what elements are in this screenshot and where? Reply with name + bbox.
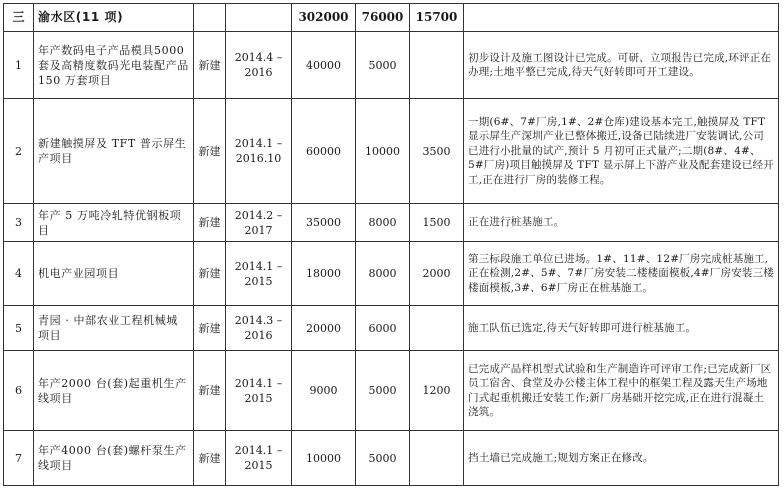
- project-name: 新建触摸屏及 TFT 普示屏生产项目: [34, 99, 194, 204]
- annual-investment: 6000: [356, 306, 410, 351]
- total-investment: 10000: [292, 431, 356, 486]
- total-investment: 60000: [292, 99, 356, 204]
- completed-investment: 3500: [410, 99, 464, 204]
- row-index: 3: [4, 204, 34, 242]
- progress-text: 正在进行桩基施工。: [464, 204, 779, 242]
- table-row: [4, 204, 779, 242]
- row-index: 2: [4, 99, 34, 204]
- row-index: 4: [4, 242, 34, 306]
- annual-investment: 5000: [356, 32, 410, 99]
- table-row: [4, 306, 779, 351]
- table-row: [4, 32, 779, 99]
- progress-text: 第三标段施工单位已进场。1#、11#、12#厂房完成桩基施工,正在检测,2#、5#、7#厂房安装二楼楼面模板,4#厂房安装三楼楼面模板,3#、6#厂房正在桩基施工。: [464, 242, 779, 306]
- section-col7: 15700: [410, 4, 464, 32]
- total-investment: 40000: [292, 32, 356, 99]
- construction-type: 新建: [194, 351, 226, 431]
- row-index: 6: [4, 351, 34, 431]
- section-cell: [194, 4, 226, 32]
- annual-investment: 10000: [356, 99, 410, 204]
- total-investment: 20000: [292, 306, 356, 351]
- annual-investment: 8000: [356, 204, 410, 242]
- construction-type: 新建: [194, 306, 226, 351]
- construction-period: 2014.1 – 2015: [226, 431, 292, 486]
- project-name: 机电产业园项目: [34, 242, 194, 306]
- section-progress: [464, 4, 779, 32]
- construction-period: 2014.1 – 2015: [226, 242, 292, 306]
- completed-investment: 2000: [410, 242, 464, 306]
- table-row: [4, 242, 779, 306]
- completed-investment: [410, 32, 464, 99]
- completed-investment: 1200: [410, 351, 464, 431]
- section-index: 三: [4, 4, 34, 32]
- completed-investment: [410, 431, 464, 486]
- row-index: 5: [4, 306, 34, 351]
- construction-type: 新建: [194, 99, 226, 204]
- table-row: [4, 351, 779, 431]
- completed-investment: 1500: [410, 204, 464, 242]
- project-table-container: [3, 3, 779, 486]
- progress-text: 已完成产品样机型式试验和生产制造许可评审工作;已完成新厂区员工宿舍、食堂及办公楼主体工程中的框架工程及露天生产场地门式起重机搬迁安装工作;新厂房基础开挖完成,正在进行混凝土浇筑。: [464, 351, 779, 431]
- annual-investment: 5000: [356, 431, 410, 486]
- construction-period: 2014.1 – 2016.10: [226, 99, 292, 204]
- progress-text: 施工队伍已选定,待天气好转即可进行桩基施工。: [464, 306, 779, 351]
- construction-type: 新建: [194, 431, 226, 486]
- section-cell: [226, 4, 292, 32]
- total-investment: 35000: [292, 204, 356, 242]
- section-row: [4, 4, 779, 32]
- project-name: 年产数码电子产品模具5000套及高精度数码光电装配产品 150 万套项目: [34, 32, 194, 99]
- total-investment: 9000: [292, 351, 356, 431]
- project-name: 年产 5 万吨冷轧特优钢板项目: [34, 204, 194, 242]
- progress-text: 挡土墙已完成施工;规划方案正在修改。: [464, 431, 779, 486]
- row-index: 1: [4, 32, 34, 99]
- progress-text: 初步设计及施工图设计已完成。可研、立项报告已完成,环评正在办理;土地平整已完成,待天气好转即可开工建设。: [464, 32, 779, 99]
- construction-type: 新建: [194, 242, 226, 306]
- construction-type: 新建: [194, 204, 226, 242]
- project-name: 年产2000 台(套)起重机生产线项目: [34, 351, 194, 431]
- section-col6: 76000: [356, 4, 410, 32]
- progress-text: 一期(6#、7#厂房,1#、2#仓库)建设基本完工,触摸屏及 TFT 显示屏生产深圳产业已整体搬迁,设备已陆续进厂安装调试,公司已进行小批量的试产,预计 5 月初可正式量产;二期(8#、4#、5#厂房)项目触摸屏及 TFT 显示屏上下游产业及配套建设已经开工,正在进行厂房的装修工程。: [464, 99, 779, 204]
- project-name: 年产4000 台(套)螺杆泵生产线项目: [34, 431, 194, 486]
- construction-type: 新建: [194, 32, 226, 99]
- completed-investment: [410, 306, 464, 351]
- project-table: [3, 3, 779, 486]
- section-total: 302000: [292, 4, 356, 32]
- table-row: [4, 99, 779, 204]
- construction-period: 2014.1 – 2015: [226, 351, 292, 431]
- project-name: 青园 · 中部农业工程机械城项目: [34, 306, 194, 351]
- row-index: 7: [4, 431, 34, 486]
- annual-investment: 8000: [356, 242, 410, 306]
- construction-period: 2014.3 – 2016: [226, 306, 292, 351]
- construction-period: 2014.4 – 2016: [226, 32, 292, 99]
- section-name: 渝水区(11 项): [34, 4, 194, 32]
- annual-investment: 5000: [356, 351, 410, 431]
- table-row: [4, 431, 779, 486]
- total-investment: 18000: [292, 242, 356, 306]
- construction-period: 2014.2 – 2017: [226, 204, 292, 242]
